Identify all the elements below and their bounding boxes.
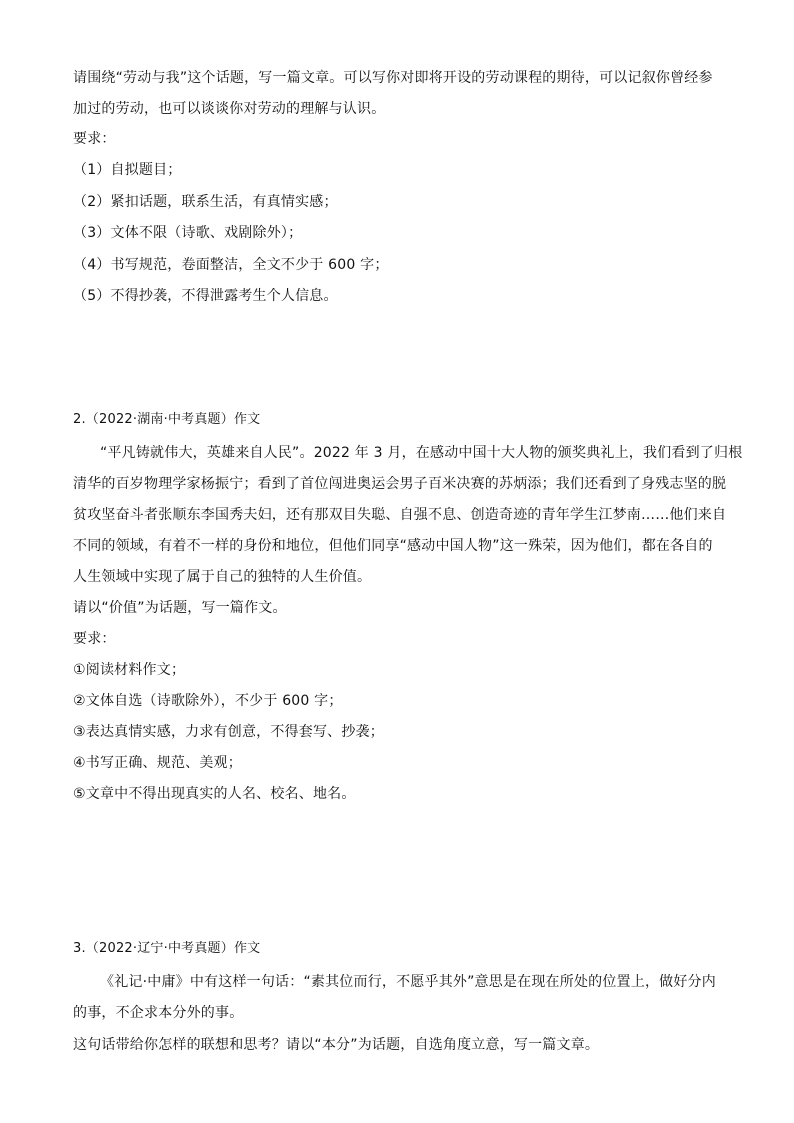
q2-material-line-1: “平凡铸就伟大，英雄来自人民”。2022 年 3 月，在感动中国十大人物的颁奖典礼上，我们看到了归根	[100, 445, 743, 461]
q2-material-line-4: 不同的领域，有着不一样的身份和地位，但他们同享“感动中国人物”这一殊荣，因为他们，都在各自的	[73, 538, 713, 554]
q3-material-line-2: 的事，不企求本分外的事。	[73, 1005, 244, 1021]
q1-prompt-line-2: 加过的劳动，也可以谈谈你对劳动的理解与认识。	[73, 101, 386, 117]
q2-requirements-title: 要求：	[73, 631, 116, 647]
q3-prompt: 这句话带给你怎样的联想和思考？请以“本分”为话题，自选角度立意，写一篇文章。	[73, 1037, 600, 1053]
q1-requirements-title: 要求：	[73, 131, 116, 147]
q2-requirement-3: ③表达真情实感，力求有创意，不得套写、抄袭；	[73, 724, 384, 740]
q2-requirement-2: ②文体自选（诗歌除外），不少于 600 字；	[73, 693, 343, 709]
q2-requirement-1: ①阅读材料作文；	[73, 662, 186, 678]
q2-material-line-5: 人生领域中实现了属于自己的独特的人生价值。	[73, 569, 372, 585]
q2-prompt: 请以“价值”为话题，写一篇作文。	[73, 600, 287, 616]
q3-heading: 3.（2022·辽宁·中考真题）作文	[73, 941, 261, 956]
q2-requirement-5: ⑤文章中不得出现真实的人名、校名、地名。	[73, 786, 356, 802]
q1-requirement-3: （3）文体不限（诗歌、戏剧除外）；	[73, 225, 303, 241]
q2-requirement-4: ④书写正确、规范、美观；	[73, 755, 242, 771]
q1-prompt-line-1: 请围绕“劳动与我”这个话题，写一篇文章。可以写你对即将开设的劳动课程的期待，可以记叙你曾经参	[73, 70, 713, 86]
q3-material-line-1: 《礼记·中庸》中有这样一句话：“素其位而行，不愿乎其外”意思是在现在所处的位置上，做好分内	[100, 974, 716, 990]
q1-requirement-1: （1）自拟题目；	[73, 162, 182, 178]
q1-requirement-5: （5）不得抄袭，不得泄露考生个人信息。	[73, 288, 338, 304]
q2-material-line-3: 贫攻坚奋斗者张顺东李国秀夫妇，还有那双目失聪、自强不息、创造奇迹的青年学生江梦南……他们来自	[73, 507, 727, 523]
q2-material-line-2: 清华的百岁物理学家杨振宁；看到了首位闯进奥运会男子百米决赛的苏炳添；我们还看到了身残志坚的脱	[73, 476, 727, 492]
q1-requirement-4: （4）书写规范，卷面整洁，全文不少于 600 字；	[73, 257, 389, 273]
q1-requirement-2: （2）紧扣话题，联系生活，有真情实感；	[73, 194, 338, 210]
q2-heading: 2.（2022·湖南·中考真题）作文	[73, 412, 261, 427]
